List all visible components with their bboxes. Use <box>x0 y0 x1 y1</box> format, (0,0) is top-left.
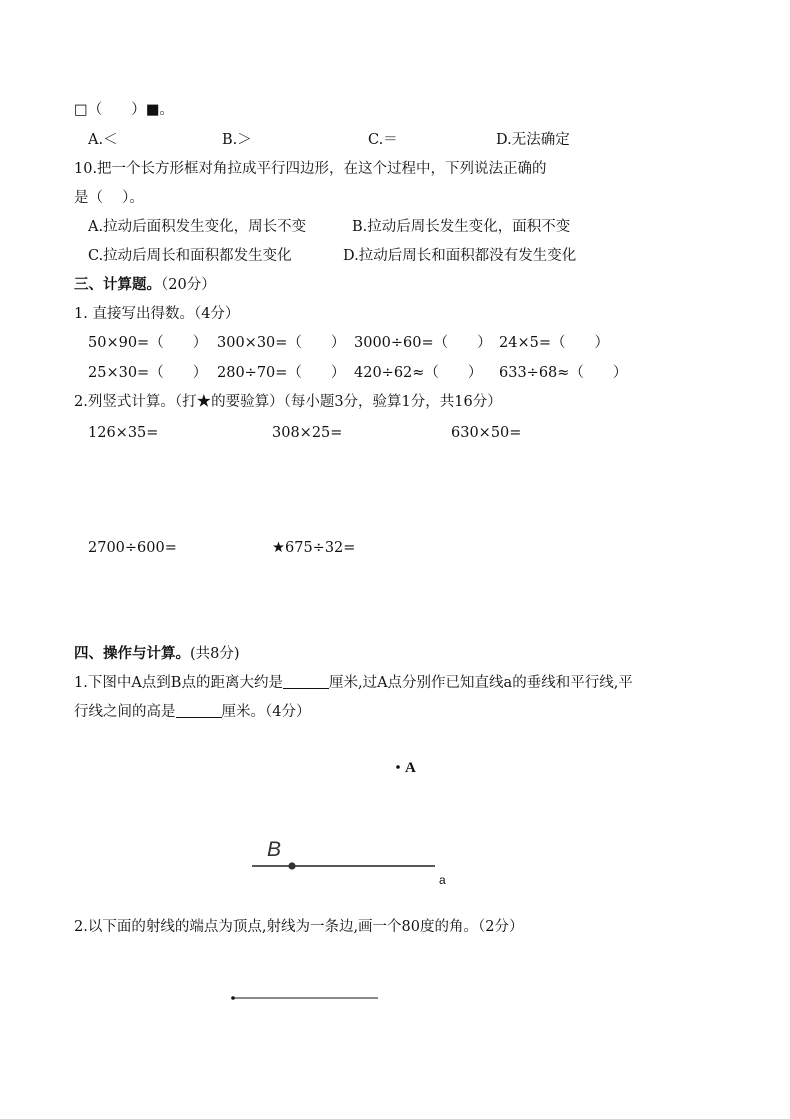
oral-calc-item[interactable]: 25×30=（ ） <box>88 365 208 381</box>
oral-calc-item[interactable]: 3000÷60=（ ） <box>354 335 492 351</box>
oral-calc-item[interactable]: 420÷62≈（ ） <box>354 365 483 381</box>
ray-endpoint[interactable] <box>231 996 235 1000</box>
line-a-label: a <box>439 873 446 887</box>
point-a-label: A <box>405 760 416 776</box>
s4q1-text-part1: 1.下图中A点到B点的距离大约是 <box>74 675 283 691</box>
vertical-calc-item[interactable]: 126×35= <box>88 425 159 441</box>
q9-option-c[interactable]: C.＝ <box>368 132 398 148</box>
section3-points: （20分） <box>161 277 216 293</box>
q10-option-b[interactable]: B.拉动后周长发生变化，面积不变 <box>352 219 571 235</box>
section3-title: 三、计算题。 <box>74 276 161 293</box>
vertical-calc-item[interactable]: ★675÷32= <box>272 540 356 556</box>
vertical-calc-item[interactable]: 308×25= <box>272 425 343 441</box>
oral-calc-item[interactable]: 50×90=（ ） <box>88 335 208 351</box>
point-b-label: B <box>267 838 282 861</box>
s3q2-title: 2.列竖式计算。（打★的要验算）（每小题3分，验算1分，共16分） <box>74 394 502 410</box>
vertical-calc-item[interactable]: 630×50= <box>451 425 522 441</box>
oral-calc-item[interactable]: 300×30=（ ） <box>217 335 346 351</box>
point-a-dot[interactable] <box>396 765 400 769</box>
s4q1-text-part2: 厘米,过A点分别作已知直线a的垂线和平行线,平 <box>328 675 633 691</box>
oral-calc-item[interactable]: 24×5=（ ） <box>499 335 609 351</box>
oral-calc-item[interactable]: 280÷70=（ ） <box>217 365 346 381</box>
section4-points: (共8分) <box>190 646 240 662</box>
q9-stem: □（ ）■。 <box>74 102 174 118</box>
point-b-dot[interactable] <box>288 862 295 869</box>
vertical-calc-item[interactable]: 2700÷600= <box>88 540 177 556</box>
q9-option-b[interactable]: B.＞ <box>222 132 252 148</box>
s4q1-text-part3: 行线之间的高是 <box>74 704 176 720</box>
s4q2-text: 2.以下面的射线的端点为顶点,射线为一条边,画一个80度的角。（2分） <box>74 919 524 935</box>
section4-title: 四、操作与计算。 <box>74 645 190 662</box>
oral-calc-item[interactable]: 633÷68≈（ ） <box>499 365 628 381</box>
q9-option-a[interactable]: A.＜ <box>88 132 118 148</box>
s3q1-title: 1. 直接写出得数。（4分） <box>74 306 240 322</box>
q10-stem-line1: 10.把一个长方形框对角拉成平行四边形，在这个过程中，下列说法正确的 <box>74 161 547 177</box>
q10-option-a[interactable]: A.拉动后面积发生变化，周长不变 <box>88 219 307 235</box>
q9-option-d[interactable]: D.无法确定 <box>496 132 570 148</box>
s4q1-text-part4: 厘米。（4分） <box>221 704 311 720</box>
q10-option-c[interactable]: C.拉动后周长和面积都发生变化 <box>88 248 292 264</box>
q10-option-d[interactable]: D.拉动后周长和面积都没有发生变化 <box>343 248 577 264</box>
q10-stem-line2: 是（ ）。 <box>74 190 144 206</box>
